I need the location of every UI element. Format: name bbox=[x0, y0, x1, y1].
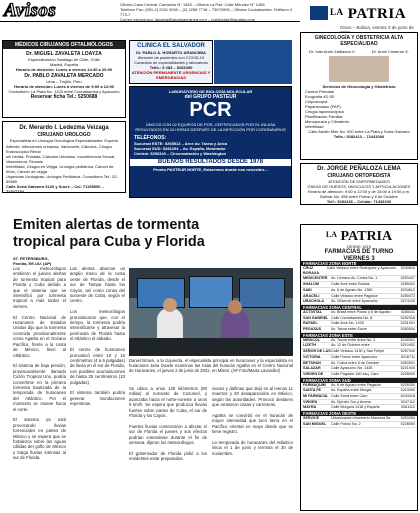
pharmacy-phone: 5285411 bbox=[400, 309, 415, 314]
ad-ginecologia: GINECOLOGÍA Y OBSTETRICIA ALTA ESPECIALIDAD Dr. Iván Arnin Zalbadno V. Dr. Arnin Cisneros S. Servicios de Ginecología y Obstetricia Control Prenatal Ecografía 4D 5D Colposcopía Papanicolaou (PAP) Cirugía laparoscópica Planificación Familiar Menopausia y Climaterio Infertilidad Calle Adolfo Mier No. 520 entre La Plata y Soria Galvarro Telfs.: 5282413 – 72441006 bbox=[300, 32, 418, 160]
pharmacy-name: PEGASUS bbox=[303, 327, 322, 332]
pharmacy-zone-header: FARMACIAS ZONA OESTE bbox=[301, 411, 417, 416]
pharmacy-zone-header: FARMACIAS ZONA ESTE bbox=[301, 333, 417, 338]
article-headline: Emiten alertas de tormenta tropical para Cuba y Florida bbox=[13, 217, 205, 250]
ad-cirujano-urologo: Dr. Merardo I. Ledezma Veizaga CIRUJANO UROLOGO Especialista en Urología Oncológica Especialidades: Experto Atiende: Infecciones urinarias, Varicocele, Cálculos, Cirugía Endoscópica Renal sin herida, Próstata, Cálculos Urinarios, Incontinencia Sexual, Vasectomía, Fimosis Infertilidad, Cirugía en Vejiga, Urología pediátrica, Cáncer de riñón, Cáncer de vejiga Urgencias Urológicas, Urología Pediátrica. Consultorio Tel.: 52-59580 Calle Soria Galvarro 6126 y Sucre – Cel: 71199000 – 72347730 bbox=[2, 121, 126, 193]
pharmacy-name: FARMAQUIM bbox=[303, 382, 326, 387]
pharmacy-name: MAYRA bbox=[303, 405, 317, 410]
pharmacy-address: Av. Cívica entre 6 de Octubre bbox=[331, 360, 380, 365]
pharmacy-address: Calle Murguía 1418 y España bbox=[331, 405, 380, 410]
pharmacy-list bbox=[301, 261, 417, 428]
pharmacy-phone: 5228500 bbox=[400, 421, 415, 426]
pharmacy-phone: 5213090 bbox=[400, 388, 415, 393]
pcr-big-title: PCR bbox=[189, 99, 232, 121]
pharmacy-row bbox=[301, 266, 417, 276]
pharmacy-address: Calle Velasco entre Rodríguez y Ayacucho bbox=[326, 266, 397, 270]
patria-logo-icon bbox=[310, 6, 328, 20]
pharmacy-phone: 5240816 bbox=[400, 266, 415, 270]
article-column-3: Se ubica a unos 125 kilómetros (80 millas) al noroeste de Cozumel, y avanzaba hacia el norte-noreste a unos 9 km/h. Se espera que produzca lluvias fuertes sobre partes de Cuba, el sur de Florida y los Cayos. Fuertes lluvias comenzaron a afectar el sur de Florida el jueves y sus efectos podrían extenderse durante el fin de semana, dijeron los meteorólogos. El gobernador de Florida pidió a los residentes estar preparados. bbox=[129, 386, 207, 462]
pharmacy-row bbox=[301, 422, 417, 428]
pharmacy-phone: 5231001 bbox=[400, 321, 415, 326]
article-column-4: ciones y dañinas que dejó en al menos 11 muertos y 20 desaparecidos en México, según las autoridades. Provocó deslaves que arrasaron casas y carreteras. Agatha se convirtió en el huracán de mayor intensidad que tocó tierra en el Pacífico oriental en mayo desde que se tiene registro. La temporada de huracanes del Atlántico inicia el 1 de junio y termina el 30 de noviembre. bbox=[212, 386, 293, 456]
section-title: Avisos bbox=[4, 0, 57, 21]
pharmacy-address: Calle Soria entre Caro bbox=[331, 394, 368, 399]
pharmacy-zone-header: FARMACIAS ZONA SUD bbox=[301, 378, 417, 383]
pharmacy-name: SEÑOR DE LAS bbox=[303, 349, 331, 354]
pharmacy-address: Av. Tacna entre Arica No. 2 bbox=[331, 337, 376, 342]
gineco-services-list: Control Prenatal Ecografía 4D 5D Colposcopía Papanicolaou (PAP) Cirugía laparoscópica Planificación Familiar Menopausia y Climaterio Infertilidad bbox=[305, 89, 350, 129]
pharmacy-address: Calle Pagador 160 esq. Caro bbox=[331, 371, 379, 376]
article-dateline: ST. PETERSBURG, Florida, EE.UU. (AP) bbox=[13, 256, 52, 266]
pharmacy-phone: 5253354 bbox=[400, 416, 415, 421]
pharmacy-name: BETSHAN bbox=[303, 360, 321, 365]
pharmacy-phone: 5243018 bbox=[400, 394, 415, 399]
pharmacy-address: Calle Cochabamba No. 8 bbox=[331, 315, 373, 320]
pharmacy-address: Av. Brasil entre Potosí y 6 de Agosto bbox=[331, 309, 391, 314]
pharmacy-phone: 5261112 bbox=[401, 405, 415, 410]
pharmacy-name: SERVICE bbox=[303, 416, 320, 421]
header-info: Oficina Casa Central: Camacho N° 1463 – Oficina La Paz: Calle Méndez N° 1455 Teléfono Fax: (591-2) 2201 5000 – (2) 2258 7718 – 73070993 – Oficina Cochabamba: Teléfono 4 773-7 Correo electrónico: lapatria@lapatriaenlinea.com – publicidad@lapatria.com bbox=[120, 2, 293, 22]
pharmacy-address: Calle Arce entre Bolívar bbox=[331, 282, 370, 287]
pharmacy-name: CRUZ BORAXA bbox=[303, 266, 319, 275]
ad-pcr-pasteur: LABORATORIO DE BIOLOGÍA MOLECULAR del GRUPO PASTEUR PCR ÚNICOS CON 02 EQUIPOS DE PCR, CERTIFICADOS POR EL INLASA RESULTADOS EN 24 HORAS DESPUÉS DE LA INFECCIÓN POR CORONAVIRUS TELÉFONOS: Sucursal ESTE: 5265513 – Arce Av. Tacna y Arica Sucursal SUD: 5281294 – Av. España, Mostrador Central: 5250340 – Circunvalación y Washington BUENOS RESULTADOS DESDE 1978 Pronto PASTEUR NORTE, Estaremos donde nos necesites... bbox=[129, 86, 292, 198]
pharmacy-address: Urbanización Humberto Mancera 5a bbox=[331, 416, 391, 421]
pharmacy-phone: 5257040 bbox=[400, 349, 415, 354]
pharmacy-name: VIRGEN bbox=[303, 399, 318, 404]
pharmacy-name: RAFAEL bbox=[303, 321, 318, 326]
pharmacy-header: $^{LA}$ PATRIA DESDE 1919 FARMACIAS DE TURNO VIERNES 3 bbox=[301, 225, 417, 261]
pharmacy-address: Av. 6 de Agosto No. 1380 bbox=[331, 287, 373, 292]
pharmacy-address: Av. Tacna entre Sucre bbox=[331, 327, 367, 332]
pharmacy-phone: 5255302 bbox=[400, 282, 415, 287]
pharmacy-address: Calle Ayacucho No. 1435 bbox=[331, 366, 373, 371]
pharmacy-name: URACHOLA bbox=[303, 299, 325, 304]
farmacias-de-turno bbox=[300, 224, 418, 511]
article-column-2: Las alertas abarcan un amplio tramo de la costa oeste de Florida, desde el sur de Tampa hasta los Cayos, así como zonas del suroeste de Cuba, según el centro. Los meteorólogos pronosticaron que, con el tiempo, la tormenta podría intensificarse y atravesar la península de Florida hasta el Atlántico el sábado. El centro de huracanes pronosticó entre 10 y 15 centímetros (4 a 6 pulgadas) de lluvia en el sur de Florida, con posibles acumulaciones de hasta 25 centímetros (10 pulgadas). El sistema también podría generar inundaciones repentinas. bbox=[70, 266, 125, 407]
pharmacy-name: MI FARMACIA bbox=[303, 394, 328, 399]
photo-caption: Daniel Brown, a la izquierda, el especialista principal en huracanes y la especialista en huracanes Jana Duarte examinan las rutas del huracán Agatha en el Centro Nacional de Huracanes, el jueves 2 de junio de 2022, en Miami. (AP Foto/Marta Lavandier) bbox=[129, 358, 293, 373]
pharmacy-phone: 5210402 bbox=[400, 343, 415, 348]
pharmacy-address: Calle Velasco entre Pagador bbox=[331, 293, 378, 298]
pharmacy-paper-name: $^{LA}$ PATRIA bbox=[325, 229, 393, 244]
ad-clinica-el-salvador: CLINICA EL SALVADOR Dr. PABLO A. HORARTO ARANCIBIA Atención de pacientes con COVID-19 Consultas de especialidades y laboratorio Telfs.: 5 283 – 5281990 ATENCIÓN PERMANENTE URGENCIAS Y EMERGENCIAS bbox=[129, 40, 213, 84]
pharmacy-address: Av. Ejército Sur y Aroma bbox=[331, 399, 371, 404]
pharmacy-phone: 5216711 bbox=[400, 354, 415, 359]
pharmacy-address: Calle Velasco 1430 y San Felipe bbox=[331, 349, 385, 354]
pharmacy-phone: 5221930 bbox=[400, 366, 415, 371]
pharmacy-address: Av. España entre Murgía bbox=[331, 388, 372, 393]
pharmacy-name: SHALOM bbox=[303, 282, 319, 287]
pharmacy-name: SAID bbox=[303, 287, 312, 292]
pharmacy-phone: 5240301 bbox=[400, 337, 415, 342]
pharmacy-address: Calle Potosí No. 2 bbox=[331, 421, 361, 426]
pharmacy-phone: 5239300 bbox=[400, 382, 415, 387]
pharmacy-name: LIZETH bbox=[303, 343, 316, 348]
pharmacy-address: Av. 12 de Octubre entre bbox=[331, 343, 370, 348]
pharmacy-phone: 5274120 bbox=[400, 299, 415, 304]
pharmacy-address: Calle Arce No. 1425 bbox=[331, 321, 364, 326]
pharmacy-name: SANTA FE bbox=[303, 388, 322, 393]
pharmacy-name: VICTORIA bbox=[303, 354, 321, 359]
pharmacy-name: VIRGEN DE bbox=[303, 371, 324, 376]
clinica-logo-icon bbox=[214, 40, 292, 84]
pharmacy-phone: 5247112 bbox=[400, 399, 415, 404]
ad-medicos-oftalmologos: MÉDICOS CIRUJANOS OFTALMÓLOGOS Dr. MIGUEL ZAVALETA LOAYZA Especialización Santiago de Chile, Chile Madrid, España Horario de atención: Lunes a viernes 14:30 a 20:00 Dr. PABLO ZAVALETA MERCADO Lima – Trujillo, Perú Horario de atención: Lunes a viernes de 9:00 a 12:00 Consultorio: La Plata No. 1220 entre Cochabamba y Ayacucho Reservar ficha Tel.: 5250688 bbox=[2, 40, 126, 118]
pharmacy-name: ACTIVITAL bbox=[303, 309, 322, 314]
pharmacy-phone: 5253447 bbox=[400, 276, 415, 281]
pharmacy-address: Calle Potosí entre Ayacucho bbox=[331, 354, 378, 359]
issue-date: Oruro – Bolivia, viernes 3 de junio de bbox=[340, 25, 414, 30]
pharmacy-address: Av. Cerrano Av. Cívica No. 1 bbox=[331, 276, 378, 281]
pharmacy-phone: 5228000 bbox=[400, 371, 415, 376]
pharmacy-phone: 5250072 bbox=[400, 293, 415, 298]
pharmacy-name: MEDICOL bbox=[303, 337, 321, 342]
pharmacy-address: Av. Villarroel entre Ayacucho bbox=[331, 299, 378, 304]
paper-name: $^{LA}$ PATRIA bbox=[330, 6, 407, 22]
pharmacy-phone: 5252318 bbox=[400, 315, 415, 320]
pharmacy-name: SAN MIGUEL bbox=[303, 421, 327, 426]
pharmacy-zone-header: FARMACIAS ZONA NORTE bbox=[301, 261, 417, 266]
doctors-photo bbox=[329, 56, 389, 82]
ad-cirujano-ortopedista: Dr. JORGE PEÑALOZA LEMA CIRUJANO ORTOPEDISTA ATENCIÓN DE ENFERMEDADES ÓSEAS DE HUESOS, MÚSCULOS Y ARTICULACIONES Horario de atención: 9:00 a 12:00 y de 15:00 a 19:00 p.m. Bolívar No. 456 entre Potosí y 6 de Octubre Telf.: 5284136 – Celular: 71433200 bbox=[300, 163, 418, 205]
pharmacy-name: MEDICENTER bbox=[303, 276, 328, 281]
pharmacy-phone: 5234612 bbox=[400, 287, 415, 292]
pharmacy-phone: 5283004 bbox=[400, 327, 415, 332]
article-photo bbox=[129, 268, 293, 356]
pharmacy-name: SALAZAR bbox=[303, 366, 321, 371]
pharmacy-name: SAN GABRIEL bbox=[303, 315, 329, 320]
pharmacy-zone-header: FARMACIAS ZONA CENTRAL bbox=[301, 305, 417, 310]
pharmacy-phone: 5263001 bbox=[400, 360, 415, 365]
urologo-services: Atiende: Infecciones urinarias, Varicocele, Cálculos, Cirugía Endoscópica Renal sin herida, Próstata, Cálculos Urinarios, Incontinencia Sexual, Vasectomía, Fimosis Infertilidad, Cirugía en Vejiga, Urología pediátrica, Cáncer de riñón, Cáncer de vejiga Urgencias Urológicas, Urología Pediátrica. Consultorio Tel.: 52-59580 Calle Soria Galvarro 6126 y Sucre – Cel: 71199000 – 72347730 bbox=[6, 144, 118, 194]
article-column-1: Los meteorólogos emitieron el jueves alertas de tormenta tropical para Florida y Cuba debido a que el sistema que se intensificó por tormenta tropical a más tardar el viernes. El Centro Nacional de Huracanes de Estados Unidos dijo que la tormenta conocida provisionalmente como Agatha en el Océano Pacífico, frente a la costa de México, llevó al Atlántico. El sistema de baja presión, provisionalmente llamado Ciclón Tropical Uno, podría convertirse en la primera tormenta bautizada de la temporada de huracanes del Atlántico. Por el momento se mueve hacia el norte. El sistema ya está provocando lluvias torrenciales en partes de México y se espera que se fortalezca sobre las aguas cálidas del golfo de México y traiga lluvias intensas al sur de Florida. bbox=[13, 266, 66, 461]
pharmacy-address: Av. 6 de Agosto entre Pagador bbox=[331, 382, 381, 387]
pharmacy-name: ARACELI bbox=[303, 293, 320, 298]
